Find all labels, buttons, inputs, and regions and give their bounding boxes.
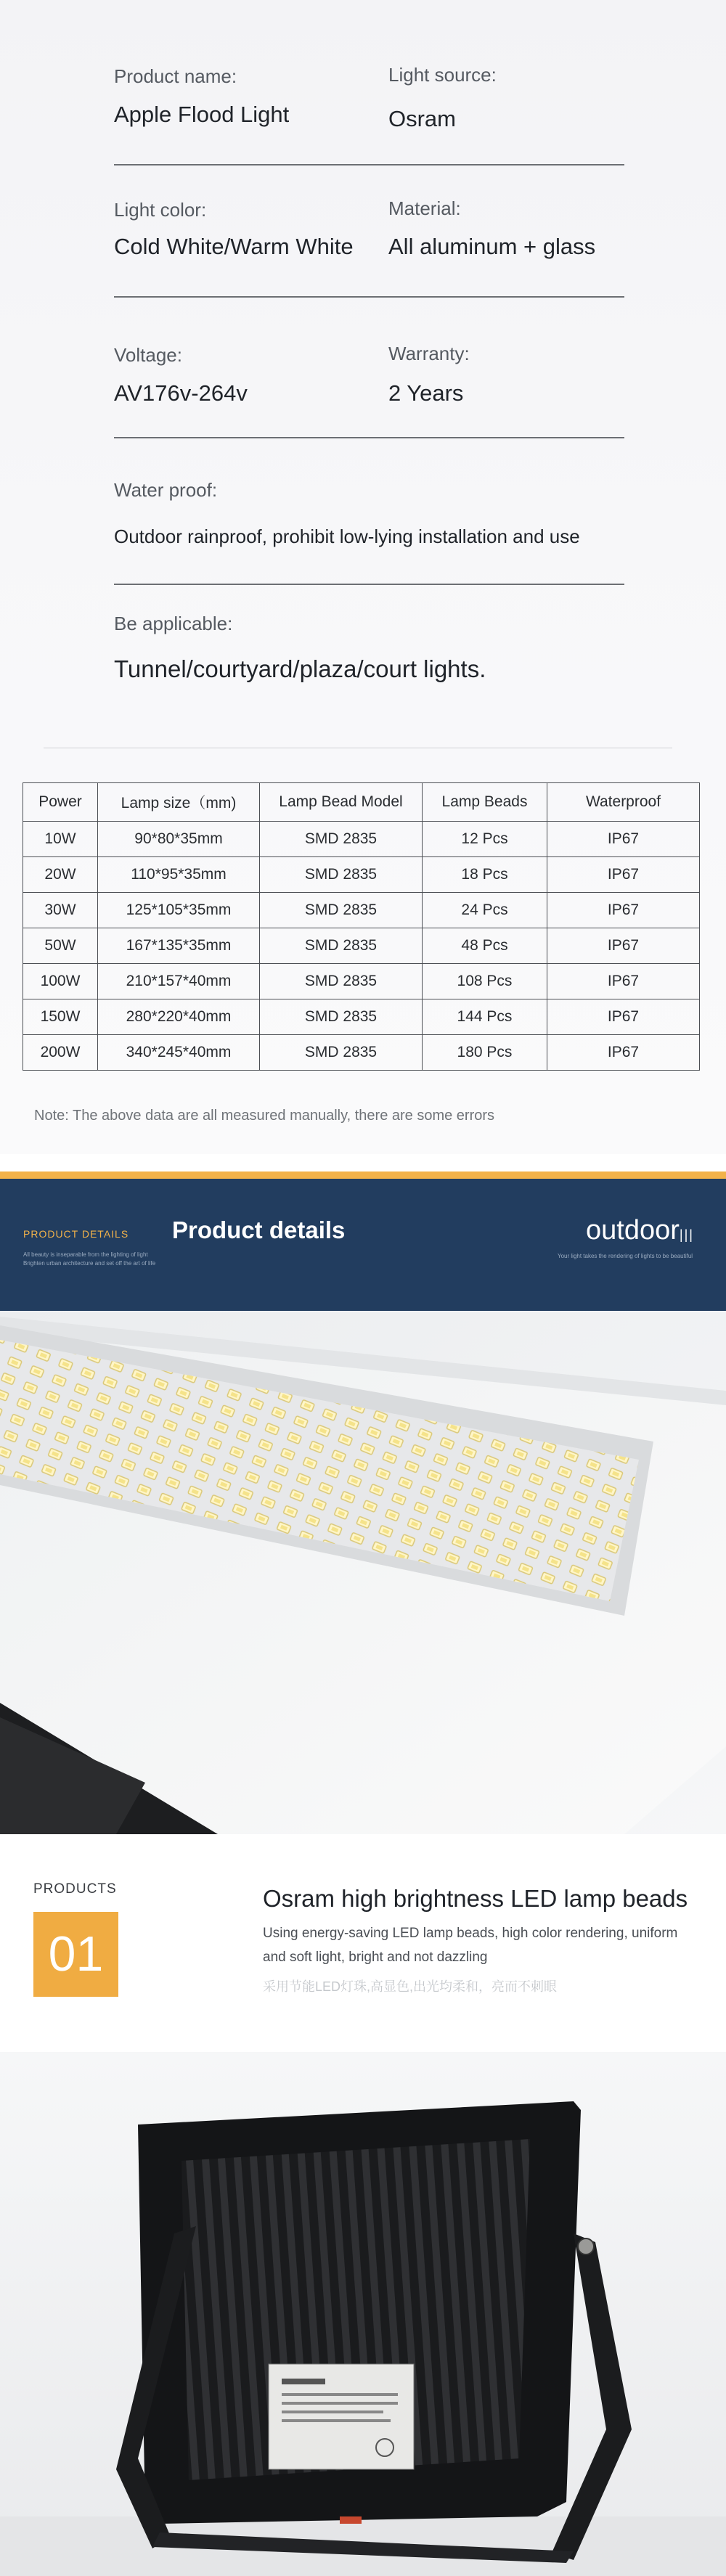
table-row [23, 893, 700, 928]
table-cell: IP67 [547, 928, 700, 964]
table-row [23, 1035, 700, 1071]
divider [114, 164, 624, 165]
table-cell: 180 Pcs [423, 1035, 547, 1071]
product-name-value: Apple Flood Light [114, 102, 290, 127]
led-board-photo [0, 1311, 726, 1834]
divider [114, 584, 624, 585]
table-cell: IP67 [547, 893, 700, 928]
table-cell: SMD 2835 [260, 893, 423, 928]
table-cell: 110*95*35mm [98, 857, 260, 893]
table-cell: SMD 2835 [260, 857, 423, 893]
banner-small-title: PRODUCT DETAILS [23, 1228, 129, 1240]
spec-section [0, 0, 726, 1154]
applicable-value: Tunnel/courtyard/plaza/court lights. [114, 655, 486, 682]
waterproof-value: Outdoor rainproof, prohibit low-lying installation and use [114, 526, 580, 547]
column-header: Lamp Bead Model [260, 783, 423, 822]
banner-title: Product details [172, 1217, 346, 1243]
table-cell: 20W [23, 857, 98, 893]
divider [114, 296, 624, 298]
table-note: Note: The above data are all measured manually, there are some errors [34, 1108, 495, 1124]
warranty-label: Warranty: [388, 343, 470, 364]
table-cell: SMD 2835 [260, 1035, 423, 1071]
table-cell: 167*135*35mm [98, 928, 260, 964]
bracket-knob-icon [578, 2238, 594, 2254]
banner-small-text: All beauty is inseparable from the lighting of light [23, 1251, 148, 1258]
table-cell: SMD 2835 [260, 822, 423, 857]
table-row [23, 822, 700, 857]
table-cell: 210*157*40mm [98, 964, 260, 999]
light-color-label: Light color: [114, 199, 207, 221]
banner-small-text: Brighten urban architecture and set off the art of life [23, 1260, 156, 1267]
table-cell: 144 Pcs [423, 999, 547, 1035]
material-value: All aluminum + glass [388, 234, 596, 259]
table-cell: 90*80*35mm [98, 822, 260, 857]
accent-stripe [0, 1172, 726, 1179]
brand-logo [586, 1215, 694, 1246]
table-cell: IP67 [547, 857, 700, 893]
table-cell: IP67 [547, 822, 700, 857]
divider [114, 437, 624, 438]
table-cell: 30W [23, 893, 98, 928]
logo-text: outdoor [586, 1215, 680, 1246]
table-header-row [23, 783, 700, 822]
table-row [23, 928, 700, 964]
table-row [23, 999, 700, 1035]
spec-table [23, 782, 700, 1071]
warranty-value: 2 Years [388, 380, 464, 406]
rear-housing-image [0, 2052, 726, 2576]
applicable-label: Be applicable: [114, 613, 233, 634]
logo-bars-icon: ||| [679, 1227, 694, 1242]
banner-tagline: Your light takes the rendering of lights to be beautiful [558, 1253, 693, 1259]
column-header: Waterproof [547, 783, 700, 822]
table-cell: 24 Pcs [423, 893, 547, 928]
table-cell: 50W [23, 928, 98, 964]
product-details-banner [0, 1172, 726, 1311]
table-cell: 125*105*35mm [98, 893, 260, 928]
table-cell: 48 Pcs [423, 928, 547, 964]
table-cell: SMD 2835 [260, 928, 423, 964]
material-label: Material: [388, 197, 461, 219]
table-cell: 340*245*40mm [98, 1035, 260, 1071]
feature-section [0, 1834, 726, 2052]
table-cell: SMD 2835 [260, 964, 423, 999]
table-cell: 18 Pcs [423, 857, 547, 893]
feature-number: 01 [33, 1912, 118, 1997]
feature-cn-text: 采用节能LED灯珠,高显色,出光均柔和，亮而不刺眼 [263, 1979, 558, 1994]
voltage-value: AV176v-264v [114, 380, 248, 406]
led-board-image [0, 1311, 726, 1834]
table-cell: IP67 [547, 964, 700, 999]
light-source-label: Light source: [388, 64, 497, 86]
feature-kicker: PRODUCTS [33, 1881, 117, 1897]
table-cell: IP67 [547, 1035, 700, 1071]
column-header: Lamp size（mm) [98, 783, 260, 822]
rear-housing-photo [0, 2052, 726, 2576]
waterproof-label: Water proof: [114, 479, 218, 501]
product-name-label: Product name: [114, 65, 237, 87]
table-row [23, 964, 700, 999]
feature-desc: and soft light, bright and not dazzling [263, 1950, 488, 1965]
table-cell: 10W [23, 822, 98, 857]
table-cell: IP67 [547, 999, 700, 1035]
light-color-value: Cold White/Warm White [114, 234, 354, 259]
table-cell: 200W [23, 1035, 98, 1071]
column-header: Lamp Beads [423, 783, 547, 822]
table-cell: 150W [23, 999, 98, 1035]
table-cell: 12 Pcs [423, 822, 547, 857]
table-cell: 108 Pcs [423, 964, 547, 999]
table-cell: SMD 2835 [260, 999, 423, 1035]
table-cell: 100W [23, 964, 98, 999]
column-header: Power [23, 783, 98, 822]
light-source-value: Osram [388, 106, 456, 131]
feature-title: Osram high brightness LED lamp beads [263, 1885, 688, 1912]
voltage-label: Voltage: [114, 344, 182, 366]
feature-desc: Using energy-saving LED lamp beads, high color rendering, uniform [263, 1926, 678, 1941]
table-row [23, 857, 700, 893]
table-cell: 280*220*40mm [98, 999, 260, 1035]
